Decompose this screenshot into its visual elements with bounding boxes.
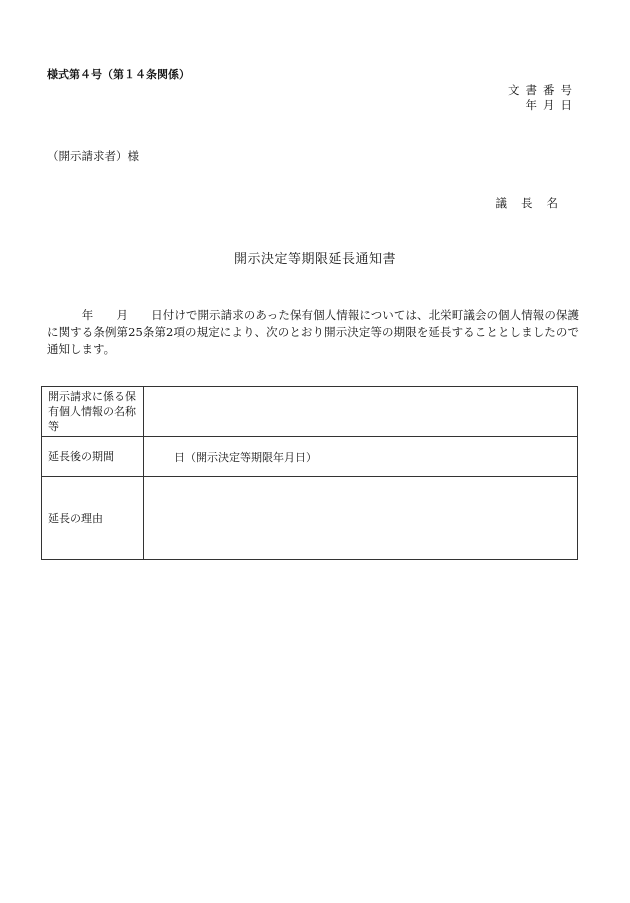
sender-label: 議長名 (495, 196, 572, 210)
extension-info-table (41, 386, 578, 560)
table-row (42, 437, 578, 477)
table-row (42, 387, 578, 437)
document-title: 開示決定等期限延長通知書 (233, 252, 396, 267)
form-number-label: 様式第４号（第１４条関係） (47, 68, 190, 81)
document-date-label: 年月日 (525, 98, 578, 112)
table-label-extended-period: 延長後の期間 (42, 437, 144, 477)
table-label-extension-reason: 延長の理由 (42, 477, 144, 560)
table-label-requested-info: 開示請求に係る保有個人情報の名称等 (42, 387, 144, 437)
recipient-label: （開示請求者）様 (47, 149, 139, 163)
body-paragraph (47, 307, 579, 358)
body-main-text: 日付けで開示請求のあった保有個人情報については、北栄町議会の個人情報の保護に関する条例第25条第2項の規定により、次のとおり開示決定等の期限を延長することとしましたので通知します。 (47, 308, 579, 356)
table-row (42, 477, 578, 560)
table-value-extended-period: 日（開示決定等期限年月日） (144, 437, 578, 477)
document-number-label: 文書番号 (508, 83, 578, 97)
table-value-extension-reason (144, 477, 578, 560)
table-value-requested-info (144, 387, 578, 437)
body-date-blank: 年 月 (47, 308, 152, 322)
